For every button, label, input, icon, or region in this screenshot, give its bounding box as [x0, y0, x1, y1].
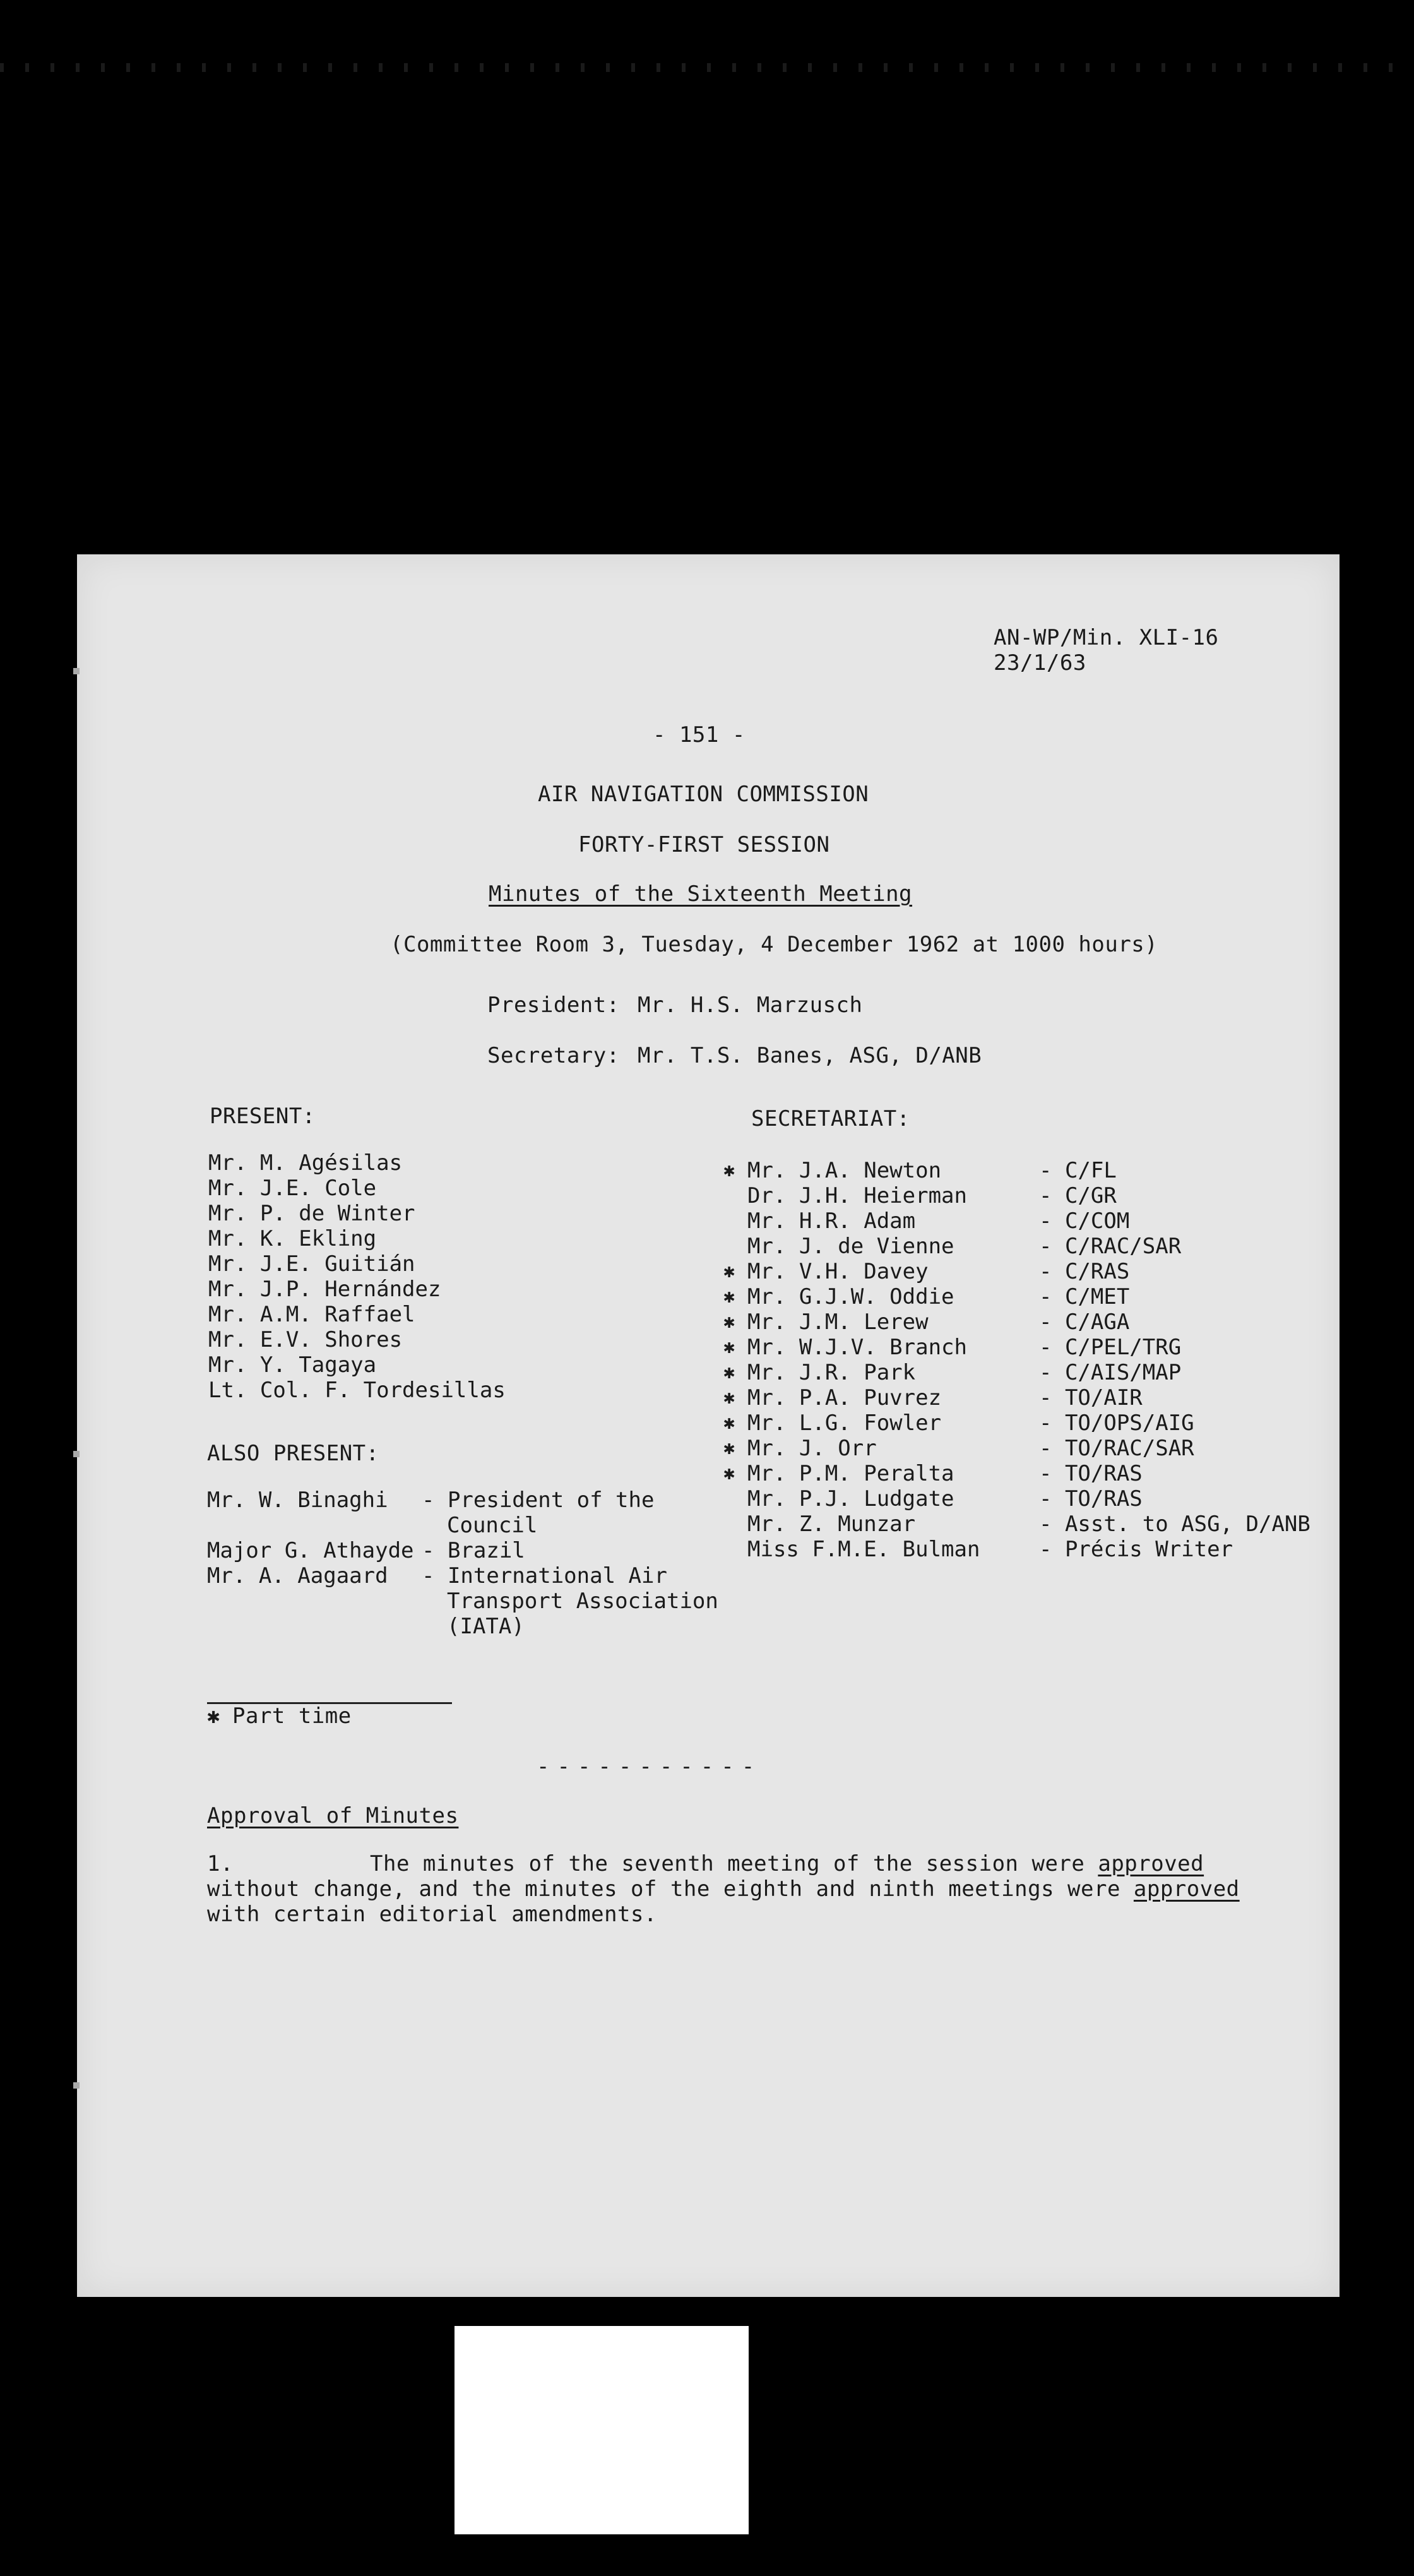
- secretariat-member-post: - C/PEL/TRG: [1039, 1335, 1182, 1360]
- secretariat-member-name: Mr. J. Orr: [747, 1436, 877, 1461]
- approval-heading: Approval of Minutes: [207, 1803, 459, 1828]
- secretariat-member-post: - TO/RAS: [1039, 1486, 1143, 1512]
- document-page: [77, 554, 1340, 2297]
- secretariat-member-post: - Précis Writer: [1039, 1537, 1233, 1562]
- secretariat-member-name: Mr. P.J. Ludgate: [747, 1486, 954, 1512]
- section-separator: -----------: [537, 1754, 763, 1779]
- meeting-title: Minutes of the Sixteenth Meeting: [489, 881, 913, 907]
- secretariat-member-name: Mr. J.A. Newton: [747, 1158, 942, 1183]
- present-member: Mr. A.M. Raffael: [208, 1302, 415, 1327]
- secretariat-member-post: - C/AIS/MAP: [1039, 1360, 1182, 1385]
- margin-mark: [73, 668, 80, 674]
- secretariat-member-name: Mr. Z. Munzar: [747, 1512, 916, 1537]
- secretariat-member-post: - TO/OPS/AIG: [1039, 1410, 1194, 1436]
- also-present-role: - International Air: [422, 1563, 667, 1589]
- part-time-star-icon: ✱: [723, 1412, 735, 1434]
- present-member: Mr. J.P. Hernández: [208, 1277, 441, 1302]
- present-member: Mr. P. de Winter: [208, 1201, 415, 1226]
- secretariat-member-post: - C/MET: [1039, 1284, 1130, 1309]
- present-member: Mr. J.E. Guitián: [208, 1251, 415, 1277]
- part-time-star-icon: ✱: [723, 1159, 735, 1181]
- secretariat-member-post: - TO/RAC/SAR: [1039, 1436, 1194, 1461]
- secretariat-member-name: Mr. H.R. Adam: [747, 1208, 916, 1234]
- present-member: Mr. Y. Tagaya: [208, 1352, 377, 1378]
- secretariat-member-post: - C/RAS: [1039, 1259, 1130, 1284]
- secretariat-member-name: Mr. J. de Vienne: [747, 1234, 954, 1259]
- president-label: President:: [487, 993, 620, 1018]
- part-time-star-icon: ✱: [723, 1285, 735, 1308]
- also-present-name: Mr. A. Aagaard: [207, 1563, 388, 1589]
- secretariat-heading: SECRETARIAT:: [751, 1106, 910, 1131]
- secretariat-member-name: Mr. V.H. Davey: [747, 1259, 929, 1284]
- present-heading: PRESENT:: [210, 1104, 316, 1129]
- part-time-star-icon: ✱: [723, 1462, 735, 1484]
- doc-date: 23/1/63: [994, 650, 1086, 676]
- paragraph-number: 1.: [207, 1851, 234, 1876]
- secretariat-member-name: Mr. G.J.W. Oddie: [747, 1284, 954, 1309]
- paragraph-line-1: The minutes of the seventh meeting of the session were approved: [370, 1851, 1204, 1876]
- secretariat-member-post: - TO/RAS: [1039, 1461, 1143, 1486]
- also-present-role: Transport Association: [447, 1589, 718, 1614]
- secretariat-member-name: Miss F.M.E. Bulman: [747, 1537, 980, 1562]
- footnote-text: Part time: [232, 1703, 352, 1729]
- footnote-star: ✱: [207, 1703, 220, 1729]
- secretariat-member-name: Mr. W.J.V. Branch: [747, 1335, 967, 1360]
- president-name: Mr. H.S. Marzusch: [638, 993, 863, 1018]
- also-present-name: Mr. W. Binaghi: [207, 1488, 388, 1513]
- present-member: Lt. Col. F. Tordesillas: [208, 1378, 506, 1403]
- present-member: Mr. J.E. Cole: [208, 1176, 377, 1201]
- secretariat-member-post: - C/GR: [1039, 1183, 1117, 1208]
- page-number: - 151 -: [653, 722, 746, 748]
- margin-mark: [73, 2082, 80, 2089]
- paragraph-line-3: with certain editorial amendments.: [207, 1902, 657, 1927]
- secretariat-member-post: - Asst. to ASG, D/ANB: [1039, 1512, 1310, 1537]
- secretary-label: Secretary:: [487, 1043, 620, 1068]
- also-present-heading: ALSO PRESENT:: [207, 1441, 379, 1466]
- part-time-star-icon: ✱: [723, 1437, 735, 1459]
- also-present-role: - President of the: [422, 1488, 655, 1513]
- secretariat-member-post: - C/RAC/SAR: [1039, 1234, 1182, 1259]
- secretariat-member-post: - C/AGA: [1039, 1309, 1130, 1335]
- part-time-star-icon: ✱: [723, 1311, 735, 1333]
- secretariat-member-name: Dr. J.H. Heierman: [747, 1183, 967, 1208]
- secretariat-member-name: Mr. J.R. Park: [747, 1360, 916, 1385]
- secretariat-member-post: - C/COM: [1039, 1208, 1130, 1234]
- also-present-role: - Brazil: [422, 1538, 525, 1563]
- secretariat-member-name: Mr. P.A. Puvrez: [747, 1385, 942, 1410]
- part-time-star-icon: ✱: [723, 1361, 735, 1383]
- secretariat-member-name: Mr. L.G. Fowler: [747, 1410, 942, 1436]
- secretariat-member-name: Mr. J.M. Lerew: [747, 1309, 929, 1335]
- present-member: Mr. M. Agésilas: [208, 1150, 403, 1176]
- scan-noise-strip: [0, 63, 1414, 72]
- part-time-star-icon: ✱: [723, 1260, 735, 1282]
- secretariat-member-post: - C/FL: [1039, 1158, 1117, 1183]
- part-time-star-icon: ✱: [723, 1386, 735, 1409]
- session-title: FORTY-FIRST SESSION: [578, 832, 830, 857]
- secretary-name: Mr. T.S. Banes, ASG, D/ANB: [638, 1043, 982, 1068]
- meeting-info: (Committee Room 3, Tuesday, 4 December 1962 at 1000 hours): [390, 932, 1158, 957]
- secretariat-member-post: - TO/AIR: [1039, 1385, 1143, 1410]
- secretariat-member-name: Mr. P.M. Peralta: [747, 1461, 954, 1486]
- present-member: Mr. E.V. Shores: [208, 1327, 403, 1352]
- margin-mark: [73, 1451, 80, 1457]
- present-member: Mr. K. Ekling: [208, 1226, 377, 1251]
- scan-target-card: [454, 2326, 749, 2534]
- also-present-name: Major G. Athayde: [207, 1538, 414, 1563]
- also-present-role: (IATA): [447, 1614, 525, 1639]
- commission-title: AIR NAVIGATION COMMISSION: [538, 782, 869, 807]
- part-time-star-icon: ✱: [723, 1336, 735, 1358]
- also-present-role: Council: [447, 1513, 538, 1538]
- paragraph-line-2: without change, and the minutes of the eighth and ninth meetings were approved: [207, 1876, 1240, 1902]
- doc-reference: AN-WP/Min. XLI-16: [994, 625, 1219, 650]
